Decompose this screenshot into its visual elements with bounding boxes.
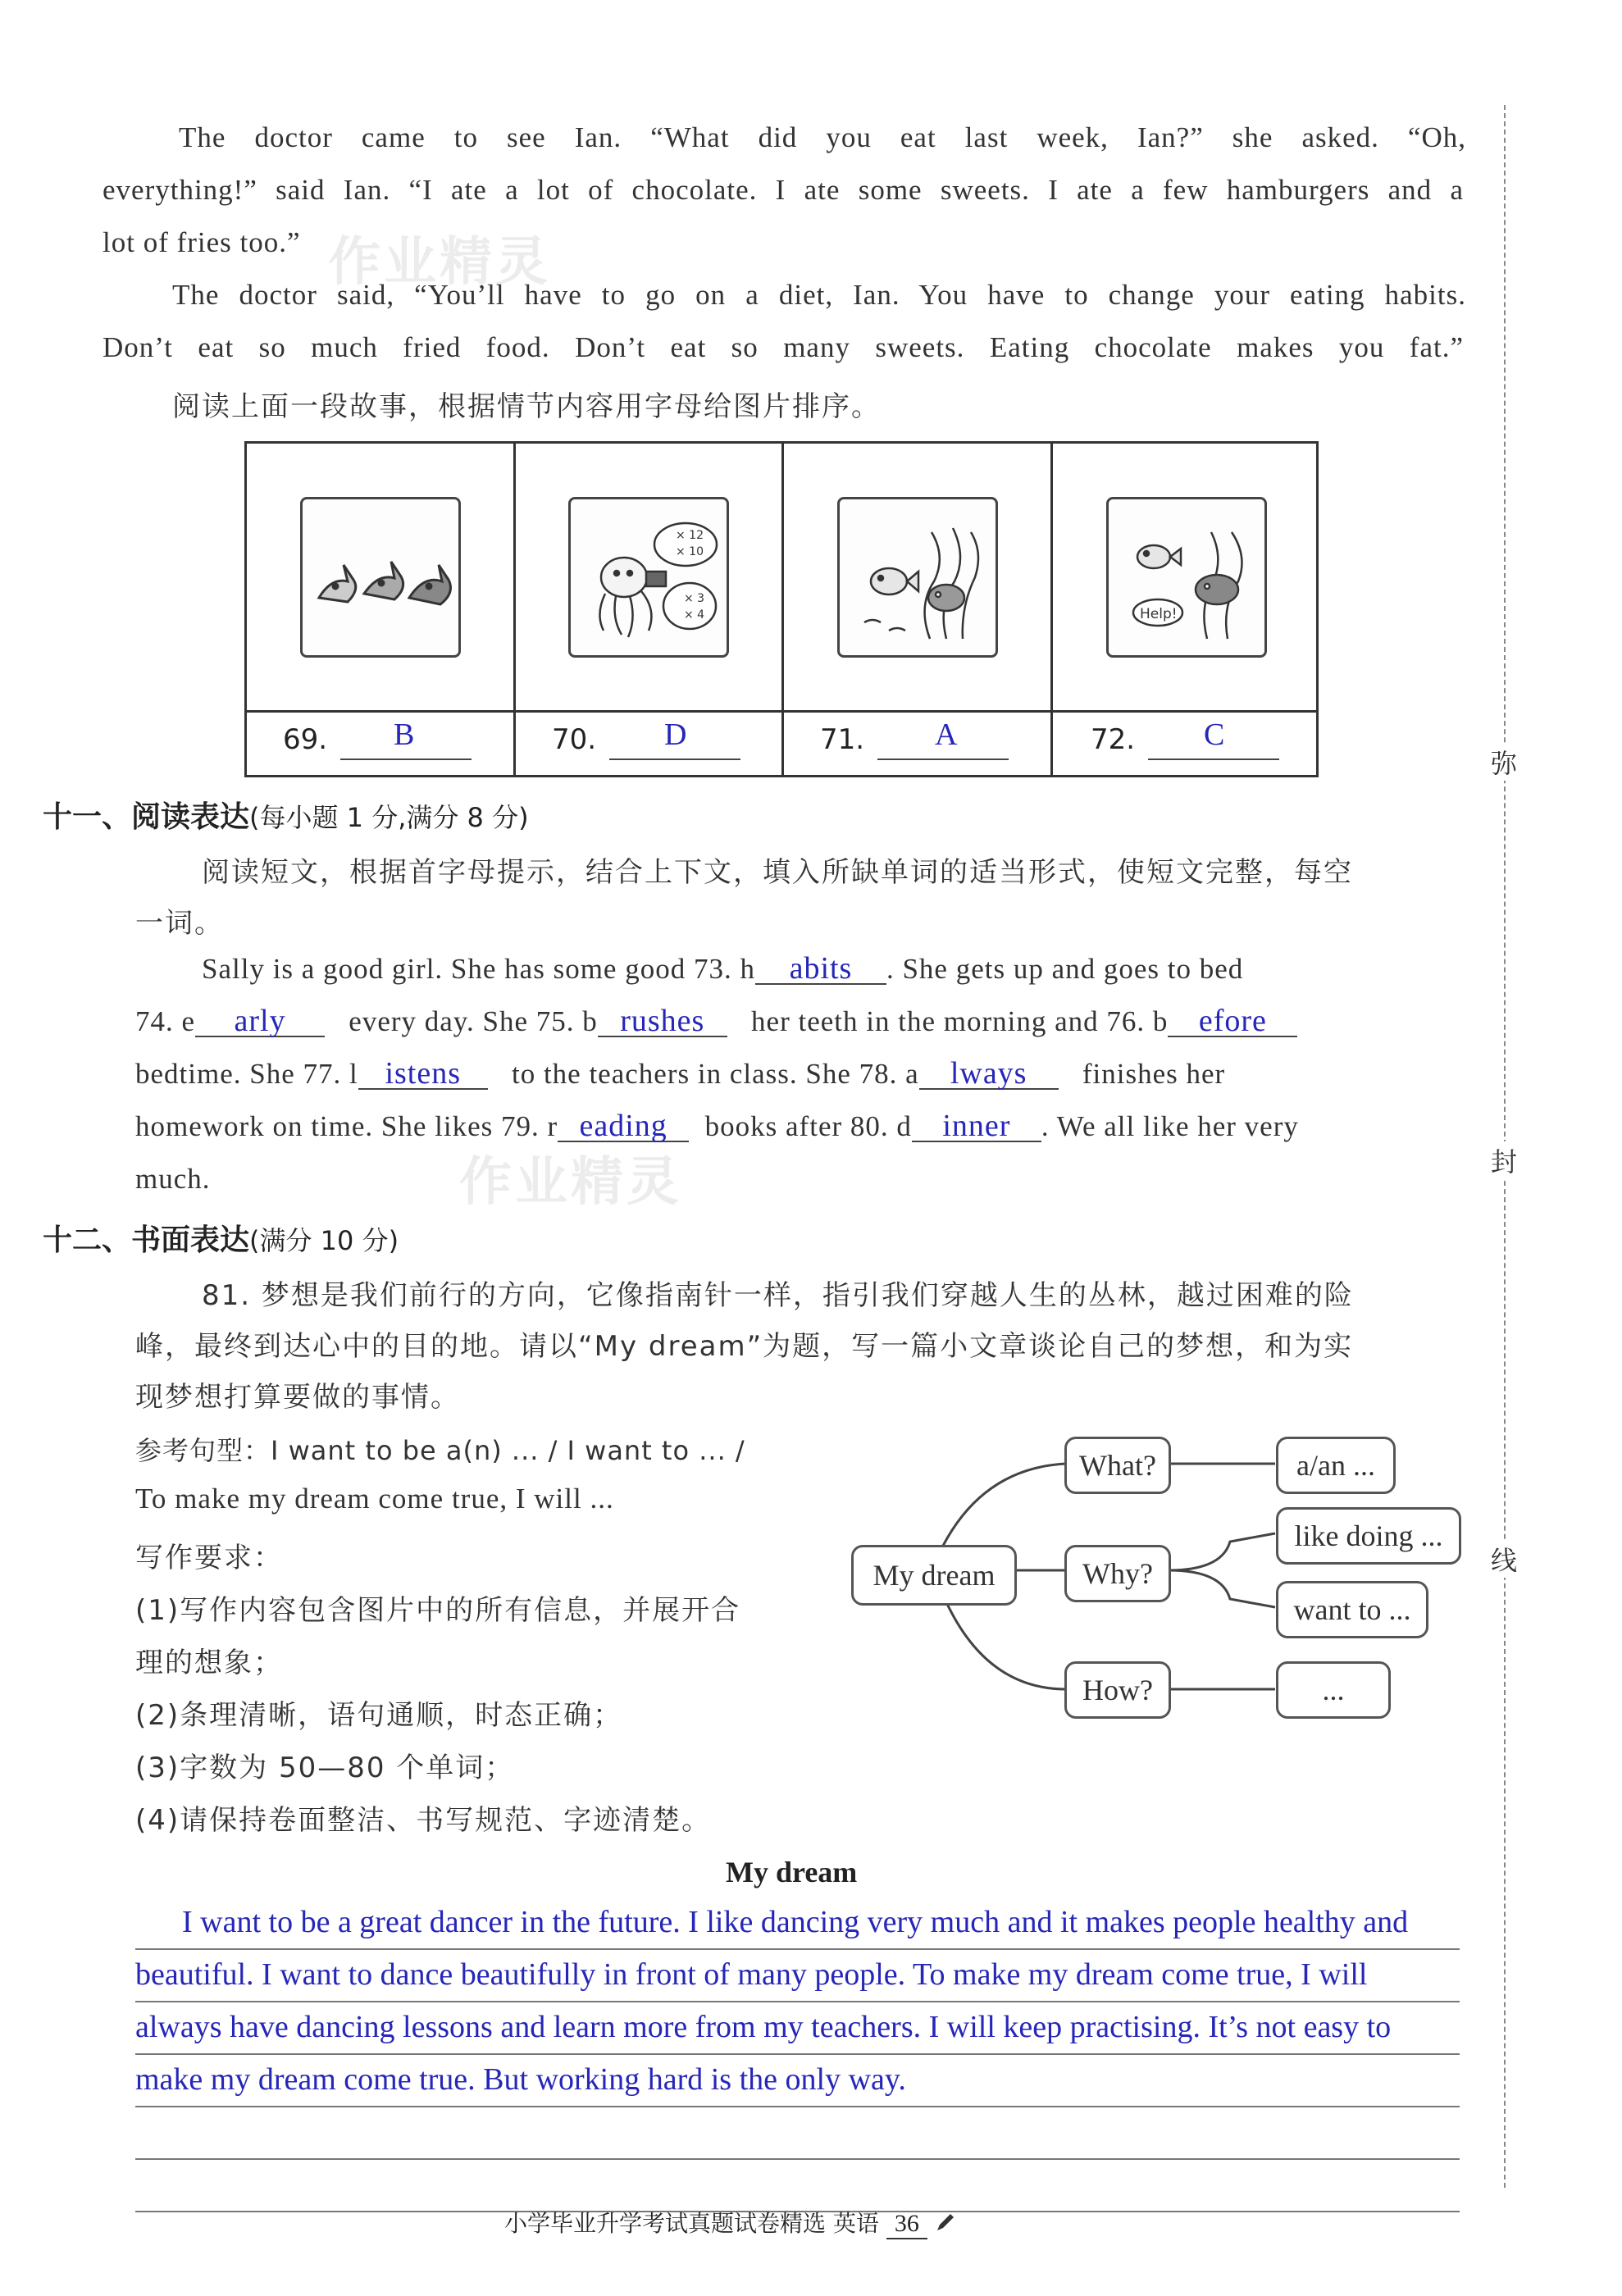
essay-line: [135, 2109, 1460, 2160]
requirement-1-cont: 理的想象；: [135, 1647, 283, 1679]
section-11-title: 十一、阅读表达: [43, 800, 250, 834]
footer-text: 小学毕业升学考试真题试卷精选 英语: [504, 2210, 879, 2237]
writing-prompt: 现梦想打算要做的事情。: [135, 1381, 460, 1414]
story-line: Don’t eat so much fried food. Don’t eat so many sweets. Eating chocolate makes you fat.”: [103, 331, 1464, 363]
cloze-line-3: [135, 1058, 1225, 1091]
section-11-heading: [43, 794, 529, 836]
picture-fish-sequence: [300, 497, 461, 658]
answer-78: lways: [950, 1056, 1027, 1091]
section-11-instruction: 阅读短文，根据首字母提示，结合上下文，填入所缺单词的适当形式，使短文完整，每空: [202, 856, 1353, 889]
cloze-blank-73: [755, 951, 886, 986]
margin-char-xian: 线: [1491, 1540, 1517, 1578]
section-11-instruction: 一词。: [135, 907, 224, 940]
answer-80: inner: [942, 1109, 1011, 1143]
question-number: 72.: [1091, 723, 1136, 756]
story-instruction: 阅读上面一段故事，根据情节内容用字母给图片排序。: [172, 390, 881, 423]
bubble-label: × 4: [684, 608, 705, 622]
answer-75: rushes: [620, 1004, 705, 1038]
answer-value: D: [664, 718, 687, 752]
reference-sentence: 参考句型：I want to be a(n) ... / I want to ... /: [135, 1435, 745, 1466]
table-column-divider: [513, 441, 516, 777]
table-column-divider: [781, 441, 784, 777]
cloze-line-2: [135, 1005, 1297, 1038]
essay-text: beautiful. I want to dance beautifully in front of many people. To make my dream come true, I will: [135, 1957, 1368, 1992]
story-line: The doctor said, “You’ll have to go on a diet, Ian. You have to change your eating habits.: [172, 279, 1466, 311]
cloze-text: finishes her: [1082, 1058, 1226, 1090]
writing-prompt: 81. 梦想是我们前行的方向，它像指南针一样，指引我们穿越人生的丛林，越过困难的险: [202, 1279, 1354, 1312]
question-number: 69.: [283, 723, 328, 756]
essay-text: always have dancing lessons and learn more from my teachers. I will keep practising. It’s not easy to: [135, 2010, 1392, 2044]
requirement-3: (3)字数为 50—80 个单词；: [135, 1752, 515, 1784]
page-number: 36: [886, 2210, 927, 2239]
cloze-blank-78: [919, 1056, 1059, 1091]
cloze-blank-79: [558, 1109, 689, 1143]
fish-help-icon: [1109, 499, 1264, 655]
answer-value: C: [1204, 718, 1225, 752]
question-number: 71.: [820, 723, 865, 756]
mindmap-why-answer-1: like doing ...: [1276, 1507, 1461, 1565]
cloze-text: . We all like her very: [1041, 1110, 1299, 1142]
fish-sequence-icon: [303, 499, 458, 655]
help-label: Help!: [1140, 606, 1178, 622]
answer-79: eading: [579, 1109, 667, 1143]
cloze-text: Sally is a good girl. She has some good 73. h: [202, 953, 755, 985]
cloze-blank-75: [598, 1004, 727, 1038]
cloze-text: bedtime. She 77. l: [135, 1058, 358, 1090]
essay-text: make my dream come true. But working hard is the only way.: [135, 2062, 906, 2097]
mindmap-how-answer: ...: [1276, 1661, 1391, 1719]
octopus-eating-icon: [571, 499, 727, 655]
story-line: everything!” said Ian. “I ate a lot of chocolate. I ate some sweets. I ate a few hamburgers and a: [103, 174, 1464, 206]
cloze-text: homework on time. She likes 79. r: [135, 1110, 558, 1142]
requirements-title: 写作要求：: [135, 1542, 283, 1574]
fish-seaweed-icon: [840, 499, 996, 655]
answer-74: arly: [234, 1004, 286, 1038]
mindmap-what-answer: a/an ...: [1276, 1437, 1396, 1494]
cloze-text: to the teachers in class. She 78. a: [511, 1058, 919, 1090]
cloze-line-4: [135, 1110, 1299, 1143]
essay-text: I want to be a great dancer in the future. I like dancing very much and it makes people healthy and: [182, 1905, 1409, 1939]
bubble-label: × 10: [676, 545, 704, 558]
cloze-line-1: [202, 953, 1243, 986]
cloze-text: her teeth in the morning and 76. b: [751, 1005, 1169, 1037]
cloze-text: every day. She 75. b: [349, 1005, 598, 1037]
section-11-score: (每小题 1 分,满分 8 分): [249, 802, 529, 833]
mindmap-what: What?: [1064, 1437, 1171, 1494]
writing-prompt: 峰，最终到达心中的目的地。请以“My dream”为题，写一篇小文章谈论自己的梦想，和为实: [135, 1330, 1354, 1363]
requirement-1: (1)写作内容包含图片中的所有信息，并展开合: [135, 1594, 741, 1627]
cloze-blank-80: [912, 1109, 1041, 1143]
section-12-title: 十二、书面表达: [43, 1223, 250, 1257]
mindmap-center: My dream: [851, 1545, 1017, 1606]
picture-fish-help: [1106, 497, 1267, 658]
requirement-4: (4)请保持卷面整洁、书写规范、字迹清楚。: [135, 1804, 712, 1837]
cloze-text: books after 80. d: [704, 1110, 912, 1142]
answer-value: A: [935, 718, 958, 752]
cloze-blank-74: [195, 1004, 325, 1038]
pen-icon: [935, 2212, 956, 2239]
cloze-blank-76: [1168, 1004, 1297, 1038]
story-line: The doctor came to see Ian. “What did you eat last week, Ian?” she asked. “Oh,: [179, 121, 1466, 153]
cloze-text: 74. e: [135, 1005, 196, 1037]
cloze-blank-77: [358, 1056, 488, 1091]
answer-76: efore: [1198, 1004, 1267, 1038]
picture-octopus-eating: [568, 497, 729, 658]
margin-char-feng: 封: [1491, 1141, 1517, 1179]
table-column-divider: [1050, 441, 1053, 777]
requirement-2: (2)条理清晰，语句通顺，时态正确；: [135, 1699, 623, 1732]
answer-value: B: [394, 718, 415, 752]
footer: [504, 2206, 956, 2239]
section-12-heading: [43, 1217, 399, 1259]
story-line: lot of fries too.”: [103, 226, 301, 258]
mindmap-why: Why?: [1064, 1545, 1171, 1602]
picture-fish-seaweed: [837, 497, 998, 658]
cloze-text: . She gets up and goes to bed: [886, 953, 1244, 985]
answer-77: istens: [385, 1056, 461, 1091]
question-number: 70.: [552, 723, 597, 756]
reference-sentence: To make my dream come true, I will ...: [135, 1483, 614, 1515]
bubble-label: × 12: [676, 529, 704, 542]
margin-char-mi: 弥: [1491, 743, 1517, 781]
essay-title: My dream: [726, 1856, 858, 1888]
mindmap-how: How?: [1064, 1661, 1171, 1719]
essay-line: [135, 2162, 1460, 2212]
mindmap-why-answer-2: want to ...: [1276, 1581, 1428, 1638]
cloze-text: much.: [135, 1163, 211, 1195]
section-12-score: (满分 10 分): [249, 1225, 399, 1256]
watermark: 作业精灵: [459, 1152, 682, 1213]
watermark: 作业精灵: [328, 232, 551, 293]
bubble-label: × 3: [684, 592, 705, 605]
answer-73: abits: [789, 951, 853, 986]
